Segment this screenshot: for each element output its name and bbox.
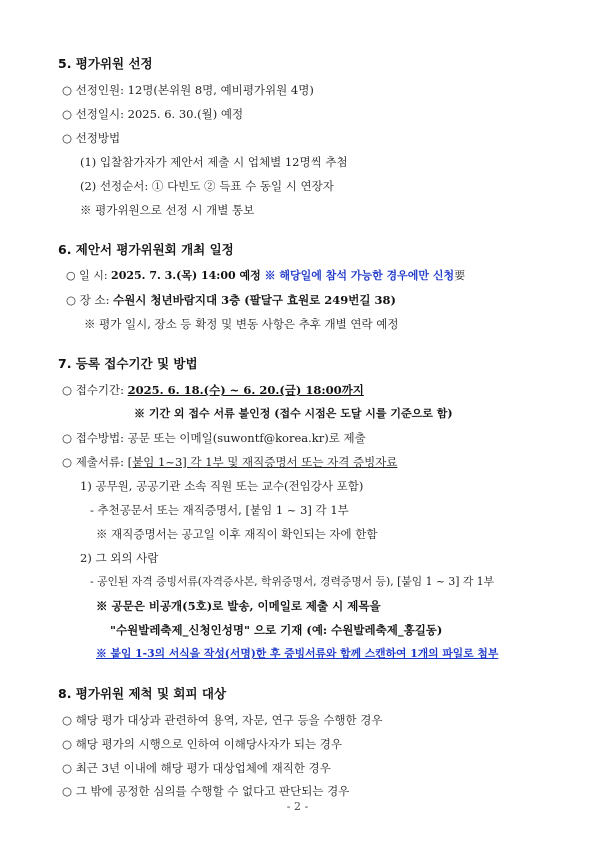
s5-line-3: ○ 선정방법 bbox=[62, 131, 121, 145]
s7-note-2: "수원발레축제_신청인성명" 으로 기재 (예: 수원발레축제_홍길동) bbox=[110, 623, 443, 637]
s6-date-label: ○ 일 시: bbox=[66, 269, 112, 282]
s7-period-note: ※ 기간 외 접수 서류 불인정 (접수 시점은 도달 시를 기준으로 함) bbox=[134, 407, 453, 420]
section-6-title: 6. 제안서 평가위원회 개최 일정 bbox=[58, 242, 234, 257]
s8-line-1: ○ 해당 평가 대상과 관련하여 용역, 자문, 연구 등을 수행한 경우 bbox=[62, 713, 383, 727]
section-7-title: 7. 등록 접수기간 및 방법 bbox=[58, 356, 198, 371]
s6-place-label: ○ 장 소: bbox=[66, 293, 114, 307]
section-5-title: 5. 평가위원 선정 bbox=[58, 56, 153, 71]
s5-line-4: (1) 입찰참가자가 제안서 제출 시 업체별 12명씩 추첨 bbox=[80, 155, 348, 169]
s6-place-line bbox=[66, 292, 396, 308]
s7-method: ○ 접수방법: 공문 또는 이메일(suwontf@korea.kr)로 제출 bbox=[62, 431, 366, 445]
s7-docs-line bbox=[62, 454, 397, 470]
s5-line-2: ○ 선정일시: 2025. 6. 30.(월) 예정 bbox=[62, 107, 244, 121]
s6-place-value: 수원시 청년바람지대 3층 (팔달구 효원로 249번길 38) bbox=[113, 293, 396, 307]
s7-docs-label: ○ 제출서류: bbox=[62, 455, 128, 469]
s8-line-3: ○ 최근 3년 이내에 해당 평가 대상업체에 재직한 경우 bbox=[62, 761, 331, 775]
s5-line-5: (2) 선정순서: ① 다빈도 ② 득표 수 동일 시 연장자 bbox=[80, 179, 334, 193]
s6-note: ※ 평가 일시, 장소 등 확정 및 변동 사항은 추후 개별 연락 예정 bbox=[84, 317, 399, 331]
s7-period-label: ○ 접수기간: bbox=[62, 383, 128, 397]
s7-note-3: ※ 붙임 1-3의 서식을 작성(서명)한 후 증빙서류와 함께 스캔하여 1개의 파일로 첨부 bbox=[96, 647, 499, 660]
s7-d1: 1) 공무원, 공공기관 소속 직원 또는 교수(전임강사 포함) bbox=[80, 479, 364, 493]
s7-period-line bbox=[62, 382, 364, 398]
s7-d1b: ※ 재직증명서는 공고일 이후 재직이 확인되는 자에 한함 bbox=[96, 527, 378, 541]
page-number: - 2 - bbox=[286, 800, 309, 813]
s6-date-note: ※ 해당일에 참석 가능한 경우에만 신청 bbox=[264, 269, 455, 282]
s7-d2a: - 공인된 자격 증빙서류(자격증사본, 학위증명서, 경력증명서 등), [붙임 1 ~ 3] 각 1부 bbox=[90, 575, 495, 588]
s5-line-1: ○ 선정인원: 12명(본위원 8명, 예비평가위원 4명) bbox=[62, 83, 314, 97]
s7-docs-value: [붙임 1~3] 각 1부 및 재직증명서 또는 자격 증빙자료 bbox=[127, 455, 398, 469]
s7-d2: 2) 그 외의 사람 bbox=[80, 551, 159, 565]
s7-d1a: - 추천공문서 또는 재직증명서, [붙임 1 ~ 3] 각 1부 bbox=[90, 503, 349, 517]
s6-date-value: 2025. 7. 3.(목) 14:00 예정 bbox=[111, 269, 265, 282]
s5-line-6: ※ 평가위원으로 선정 시 개별 통보 bbox=[80, 203, 255, 217]
section-8-title: 8. 평가위원 제척 및 회피 대상 bbox=[58, 686, 227, 701]
s8-line-4: ○ 그 밖에 공정한 심의를 수행할 수 없다고 판단되는 경우 bbox=[62, 784, 350, 798]
s6-date-line bbox=[66, 268, 465, 284]
s7-period-value: 2025. 6. 18.(수) ~ 6. 20.(금) 18:00까지 bbox=[127, 383, 364, 397]
s7-note-1: ※ 공문은 비공개(5호)로 발송, 이메일로 제출 시 제목을 bbox=[96, 599, 381, 613]
s6-date-tail: 要 bbox=[454, 269, 466, 282]
s8-line-2: ○ 해당 평가의 시행으로 인하여 이해당사자가 되는 경우 bbox=[62, 737, 343, 751]
